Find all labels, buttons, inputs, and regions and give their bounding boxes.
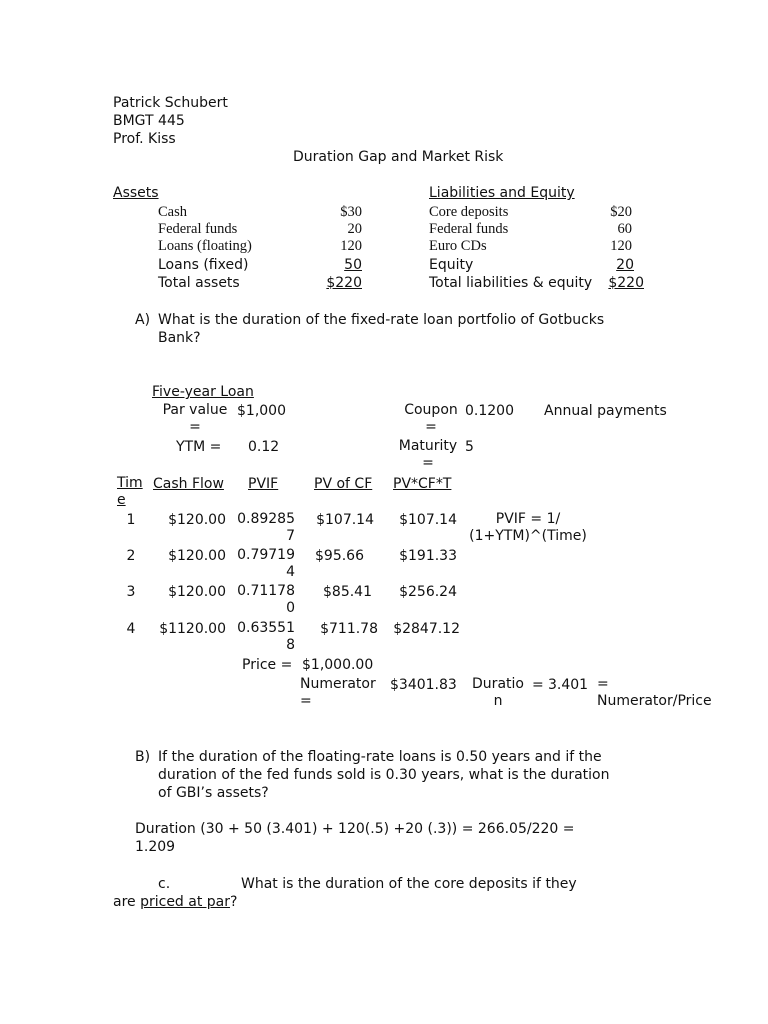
question-a-text: Bank? bbox=[158, 330, 201, 346]
question-b-text: of GBI’s assets? bbox=[158, 785, 269, 801]
question-b-answer: Duration (30 + 50 (3.401) + 120(.5) +20 (.3)) = 266.05/220 = bbox=[135, 821, 575, 837]
asset-value: 50 bbox=[344, 257, 362, 273]
ytm-label: YTM = bbox=[176, 439, 222, 455]
pvif-formula-note: PVIF = 1/ (1+YTM)^(Time) bbox=[469, 511, 587, 544]
asset-value: 20 bbox=[347, 221, 362, 237]
table-cell-cash-flow: $120.00 bbox=[168, 512, 226, 528]
table-cell-pvt: $191.33 bbox=[399, 548, 457, 564]
header-time: Time bbox=[117, 475, 143, 508]
ytm-value: 0.12 bbox=[248, 439, 280, 455]
numerator-value: $3401.83 bbox=[390, 677, 457, 693]
table-cell-time: 4 bbox=[126, 621, 136, 637]
payments-note: Annual payments bbox=[544, 403, 667, 419]
liability-value: 60 bbox=[617, 221, 632, 237]
price-label: Price = bbox=[242, 657, 293, 673]
loan-heading: Five-year Loan bbox=[152, 384, 254, 400]
course-code: BMGT 445 bbox=[113, 113, 185, 129]
asset-label: Federal funds bbox=[158, 221, 238, 237]
question-c-text-line2 bbox=[113, 893, 237, 911]
table-cell-cash-flow: $1120.00 bbox=[159, 621, 226, 637]
question-b-text: duration of the fed funds sold is 0.30 years, what is the duration bbox=[158, 767, 610, 783]
table-cell-pvif: 0.797194 bbox=[237, 547, 295, 580]
question-c-marker: c. bbox=[158, 876, 171, 892]
liability-label: Euro CDs bbox=[429, 238, 487, 254]
table-cell-pvt: $2847.12 bbox=[393, 621, 460, 637]
total-liabilities-label: Total liabilities & equity bbox=[429, 275, 593, 291]
header-pvif: PVIF bbox=[248, 476, 279, 492]
asset-label: Loans (floating) bbox=[158, 238, 252, 254]
question-c-underlined: priced at par bbox=[140, 894, 231, 910]
asset-label: Cash bbox=[158, 204, 187, 220]
table-cell-cash-flow: $120.00 bbox=[168, 548, 226, 564]
duration-formula: = Numerator/Price bbox=[597, 676, 712, 709]
liability-label: Federal funds bbox=[429, 221, 509, 237]
liability-value: 20 bbox=[616, 257, 634, 273]
question-b-answer: 1.209 bbox=[135, 839, 176, 855]
table-cell-pvt: $256.24 bbox=[399, 584, 457, 600]
asset-value: $30 bbox=[340, 204, 362, 220]
liability-label: Equity bbox=[429, 257, 474, 273]
total-assets-label: Total assets bbox=[158, 275, 240, 291]
header-pv-of-cf: PV of CF bbox=[314, 476, 373, 492]
asset-value: 120 bbox=[340, 238, 362, 254]
table-cell-pv: $711.78 bbox=[320, 621, 378, 637]
table-cell-pv: $95.66 bbox=[315, 548, 364, 564]
table-cell-time: 2 bbox=[126, 548, 136, 564]
price-value: $1,000.00 bbox=[302, 657, 374, 673]
asset-label: Loans (fixed) bbox=[158, 257, 249, 273]
table-cell-pvif: 0.635518 bbox=[237, 620, 295, 653]
duration-label: Duration bbox=[472, 676, 524, 709]
liabilities-heading: Liabilities and Equity bbox=[429, 185, 575, 201]
table-cell-cash-flow: $120.00 bbox=[168, 584, 226, 600]
question-b-text: If the duration of the floating-rate loans is 0.50 years and if the bbox=[158, 749, 602, 765]
question-c-text: What is the duration of the core deposits if they bbox=[241, 876, 577, 892]
numerator-label: Numerator = bbox=[300, 676, 376, 709]
par-value: $1,000 bbox=[237, 403, 286, 419]
table-cell-pvif: 0.711780 bbox=[237, 583, 295, 616]
total-liabilities-value: $220 bbox=[608, 275, 644, 291]
professor-name: Prof. Kiss bbox=[113, 131, 176, 147]
maturity-value: 5 bbox=[465, 439, 474, 455]
table-cell-pv: $107.14 bbox=[316, 512, 374, 528]
question-c-suffix: ? bbox=[230, 894, 238, 910]
coupon-value: 0.1200 bbox=[465, 403, 514, 419]
liability-label: Core deposits bbox=[429, 204, 509, 220]
assets-heading: Assets bbox=[113, 185, 159, 201]
duration-value: 3.401 bbox=[548, 677, 589, 693]
coupon-label: Coupon = bbox=[404, 402, 458, 435]
liability-value: 120 bbox=[610, 238, 632, 254]
liability-value: $20 bbox=[610, 204, 632, 220]
question-a-marker: A) bbox=[135, 312, 151, 328]
question-a-text: What is the duration of the fixed-rate loan portfolio of Gotbucks bbox=[158, 312, 605, 328]
duration-equals: = bbox=[532, 677, 544, 693]
maturity-label: Maturity = bbox=[398, 438, 458, 471]
table-cell-pvt: $107.14 bbox=[399, 512, 457, 528]
table-cell-pv: $85.41 bbox=[323, 584, 372, 600]
total-assets-value: $220 bbox=[326, 275, 362, 291]
author-name: Patrick Schubert bbox=[113, 95, 228, 111]
par-value-label: Par value = bbox=[162, 402, 228, 435]
header-pvcft: PV*CF*T bbox=[393, 476, 452, 492]
question-b-marker: B) bbox=[135, 749, 151, 765]
document-title: Duration Gap and Market Risk bbox=[293, 149, 504, 165]
table-cell-time: 3 bbox=[126, 584, 136, 600]
table-cell-pvif: 0.892857 bbox=[237, 511, 295, 544]
table-cell-time: 1 bbox=[126, 512, 136, 528]
header-cash-flow: Cash Flow bbox=[153, 476, 224, 492]
question-c-prefix: are bbox=[113, 894, 141, 910]
